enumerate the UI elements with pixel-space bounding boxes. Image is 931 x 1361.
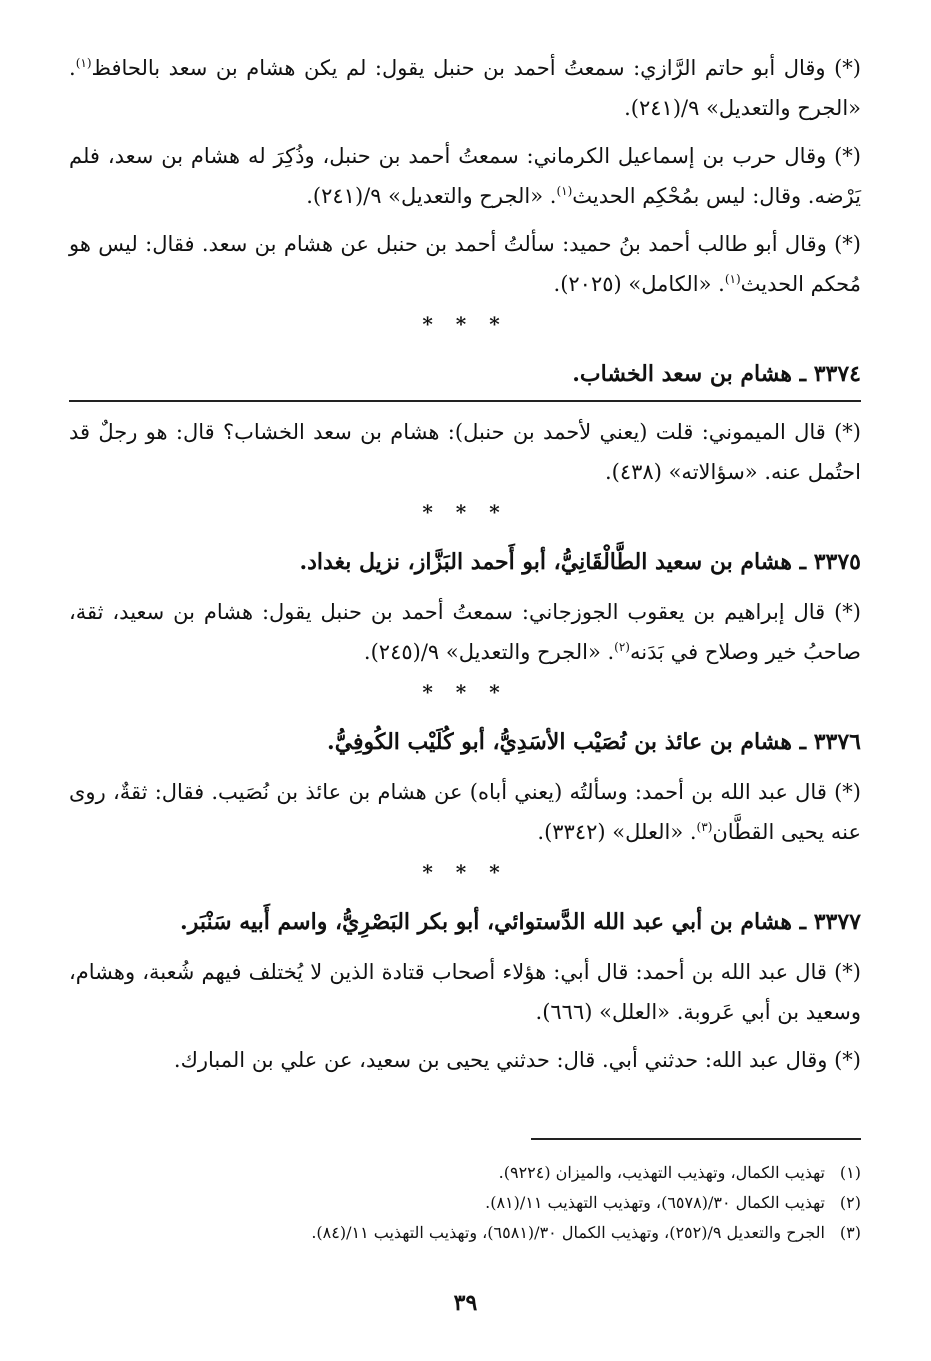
footnote: [69, 1158, 861, 1188]
section-separator: * * *: [422, 500, 508, 524]
footnote-ref: (١): [556, 184, 573, 198]
paragraph-text: (*) وقال عبد الله: حدثني أبي. قال: حدثني يحيى بن سعيد، عن علي بن المبارك.: [173, 1048, 861, 1072]
paragraph-text: (*) قال الميموني: قلت (يعني لأحمد بن حنبل): هشام بن سعد الخشاب؟ قال: هو رجلٌ قد احتُمل عنه. «سؤالاته» (٤٣٨).: [69, 420, 861, 484]
footnote: [69, 1218, 861, 1248]
section-separator: * * *: [422, 860, 508, 884]
entry-heading: ٣٣٧٧ ـ هشام بن أبي عبد الله الدَّستوائي، أبو بكر البَصْرِيُّ، واسم أَبيه سَنْبَر.: [180, 909, 861, 935]
paragraph: [69, 772, 861, 852]
paragraph-text: (*) وقال أبو حاتم الرَّازي: سمعتُ أحمد بن حنبل يقول: لم يكن هشام بن سعد بالحافظ: [91, 56, 861, 80]
entry-heading: ٣٣٧٤ ـ هشام بن سعد الخشاب.: [69, 354, 861, 402]
paragraph: [69, 136, 861, 216]
paragraph: [69, 592, 861, 672]
main-text: [69, 48, 861, 1088]
footnote-ref: (٢): [614, 640, 630, 654]
footnote-number: (٢): [839, 1193, 861, 1212]
paragraph-text: (*) وقال حرب بن إسماعيل الكرماني: سمعتُ أحمد بن حنبل، وذُكِرَ له هشام بن سعد، فلم يَرْضه. وقال: ليس بمُحْكِم الحديث: [69, 144, 861, 208]
paragraph: [69, 48, 861, 128]
paragraph-text: (*) قال عبد الله بن أحمد: وسألتُه (يعني أباه) عن هشام بن عائذ بن نُصَيب. فقال: ثقةٌ، روى عنه يحيى القطَّان: [69, 780, 861, 844]
paragraph: [69, 1040, 861, 1080]
footnote-number: (٣): [839, 1223, 861, 1242]
footnotes: [69, 1158, 861, 1248]
section-separator: * * *: [422, 312, 508, 336]
paragraph: [69, 952, 861, 1032]
footnote-rule: [531, 1138, 861, 1140]
citation: . «الجرح والتعديل» ٩/(٢٤١).: [69, 56, 861, 120]
paragraph: [69, 412, 861, 492]
paragraph-text: (*) قال إبراهيم بن يعقوب الجوزجاني: سمعتُ أحمد بن حنبل يقول: هشام بن سعيد، ثقة، صاحبُ خير وصلاح في بَدَنه: [69, 600, 861, 664]
footnote: [69, 1188, 861, 1218]
paragraph-text: (*) وقال أبو طالب أحمد بنُ حميد: سألتُ أحمد بن حنبل عن هشام بن سعد. فقال: ليس هو مُحكم الحديث: [69, 232, 861, 296]
footnote-text: تهذيب الكمال ٣٠/(٦٥٧٨)، وتهذيب التهذيب ١١/(٨١).: [485, 1193, 825, 1212]
entry-heading: ٣٣٧٦ ـ هشام بن عائذ بن نُصَيْب الأسَدِيُّ، أبو كُلَيْب الكُوفِيُّ.: [327, 729, 861, 755]
paragraph: [69, 224, 861, 304]
citation: . «الجرح والتعديل» ٩/(٢٤١).: [306, 184, 557, 208]
page-number: ٣٩: [453, 1290, 478, 1316]
citation: . «العلل» (٣٣٤٢).: [537, 820, 697, 844]
footnote-ref: (٣): [696, 820, 713, 834]
footnote-ref: (١): [75, 56, 92, 70]
citation: . «الكامل» (٢٠٢٥).: [553, 272, 725, 296]
footnote-text: الجرح والتعديل ٩/(٢٥٢)، وتهذيب الكمال ٣٠/(٦٥٨١)، وتهذيب التهذيب ١١/(٨٤).: [311, 1223, 825, 1242]
footnote-number: (١): [839, 1163, 861, 1182]
citation: . «الجرح والتعديل» ٩/(٢٤٥).: [363, 640, 615, 664]
footnote-ref: (١): [724, 272, 741, 286]
entry-heading: ٣٣٧٥ ـ هشام بن سعيد الطَّالْقَانِيُّ، أبو أَحمد البَزَّاز، نزيل بغداد.: [299, 549, 861, 575]
paragraph-text: (*) قال عبد الله بن أحمد: قال أبي: هؤلاء أصحاب قتادة الذين لا يُختلف فيهم شُعبة، وهشام، وسعيد بن أبي عَروبة. «العلل» (٦٦٦).: [69, 960, 861, 1024]
footnote-text: تهذيب الكمال، وتهذيب التهذيب، والميزان (٩٢٢٤).: [498, 1163, 825, 1182]
section-separator: * * *: [422, 680, 508, 704]
